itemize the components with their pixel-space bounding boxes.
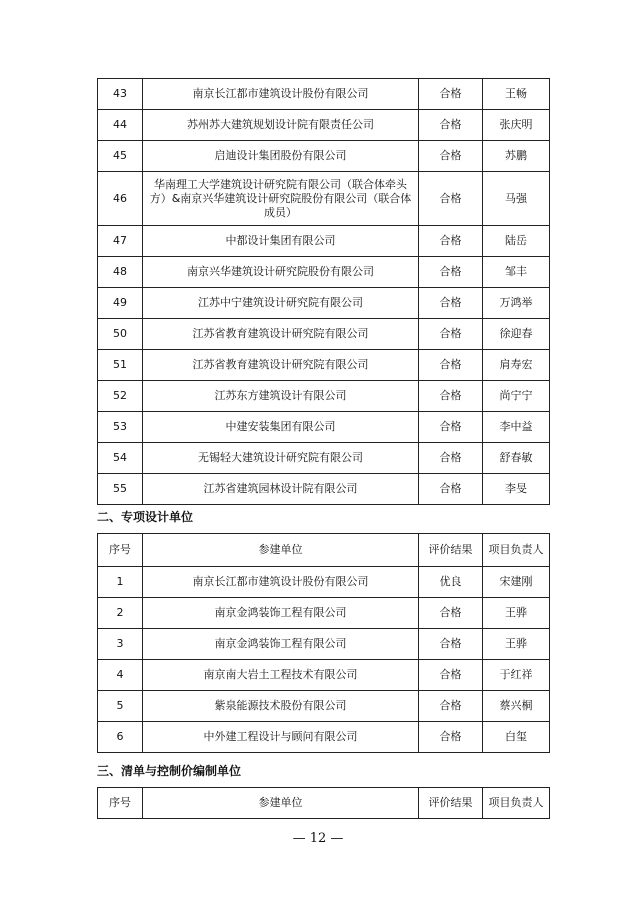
header-lead: 项目负责人: [483, 534, 550, 567]
row-lead: 蔡兴桐: [483, 691, 550, 722]
row-number: 5: [98, 691, 143, 722]
row-unit: 江苏省教育建筑设计研究院有限公司: [143, 319, 419, 350]
row-lead: 宋建刚: [483, 567, 550, 598]
header-result: 评价结果: [419, 534, 483, 567]
special-design-table: [97, 533, 550, 753]
row-lead: 邹丰: [483, 257, 550, 288]
row-lead: 白玺: [483, 722, 550, 753]
row-lead: 李中益: [483, 412, 550, 443]
table-row: [98, 660, 550, 691]
row-unit: 江苏省建筑园林设计院有限公司: [143, 474, 419, 505]
row-unit: 启迪设计集团股份有限公司: [143, 141, 419, 172]
row-unit: 中外建工程设计与顾问有限公司: [143, 722, 419, 753]
row-result: 合格: [419, 722, 483, 753]
row-result: 合格: [419, 381, 483, 412]
table-row: [98, 226, 550, 257]
table-row: [98, 598, 550, 629]
row-result: 合格: [419, 412, 483, 443]
row-result: 合格: [419, 257, 483, 288]
table-row: [98, 288, 550, 319]
table-row: [98, 350, 550, 381]
table-row: [98, 474, 550, 505]
row-number: 54: [98, 443, 143, 474]
row-lead: 王骅: [483, 598, 550, 629]
table-row: [98, 79, 550, 110]
header-unit: 参建单位: [143, 788, 419, 819]
header-result: 评价结果: [419, 788, 483, 819]
table-row: [98, 257, 550, 288]
table-row: [98, 567, 550, 598]
row-lead: 王骅: [483, 629, 550, 660]
row-result: 合格: [419, 598, 483, 629]
row-number: 49: [98, 288, 143, 319]
row-result: 合格: [419, 691, 483, 722]
row-number: 51: [98, 350, 143, 381]
table-row: [98, 172, 550, 226]
row-unit: 南京金鸿装饰工程有限公司: [143, 598, 419, 629]
row-lead: 陆岳: [483, 226, 550, 257]
table-header-row: [98, 788, 550, 819]
table-row: [98, 691, 550, 722]
row-result: 合格: [419, 319, 483, 350]
evaluation-table-body: [98, 79, 550, 505]
table-row: [98, 722, 550, 753]
table-row: [98, 629, 550, 660]
row-lead: 尚宁宁: [483, 381, 550, 412]
row-result: 合格: [419, 79, 483, 110]
row-number: 1: [98, 567, 143, 598]
row-lead: 马强: [483, 172, 550, 226]
row-result: 合格: [419, 474, 483, 505]
row-unit: 南京长江都市建筑设计股份有限公司: [143, 79, 419, 110]
row-lead: 王畅: [483, 79, 550, 110]
row-lead: 万鸿举: [483, 288, 550, 319]
table-row: [98, 319, 550, 350]
row-lead: 李旻: [483, 474, 550, 505]
row-number: 47: [98, 226, 143, 257]
header-lead: 项目负责人: [483, 788, 550, 819]
special-design-table-body: [98, 534, 550, 753]
row-number: 46: [98, 172, 143, 226]
row-result: 合格: [419, 443, 483, 474]
row-lead: 徐迎春: [483, 319, 550, 350]
row-unit: 江苏省教育建筑设计研究院有限公司: [143, 350, 419, 381]
row-lead: 于红祥: [483, 660, 550, 691]
section-title-bill-control-price: 三、清单与控制价编制单位: [97, 764, 242, 778]
row-unit: 南京兴华建筑设计研究院股份有限公司: [143, 257, 419, 288]
row-unit: 苏州苏大建筑规划设计院有限责任公司: [143, 110, 419, 141]
header-no: 序号: [98, 534, 143, 567]
row-unit: 江苏中宁建筑设计研究院有限公司: [143, 288, 419, 319]
row-number: 4: [98, 660, 143, 691]
row-unit: 紫泉能源技术股份有限公司: [143, 691, 419, 722]
table-row: [98, 381, 550, 412]
row-number: 53: [98, 412, 143, 443]
row-lead: 张庆明: [483, 110, 550, 141]
row-result: 合格: [419, 226, 483, 257]
row-unit: 江苏东方建筑设计有限公司: [143, 381, 419, 412]
row-lead: 舒春敏: [483, 443, 550, 474]
row-unit: 中都设计集团有限公司: [143, 226, 419, 257]
row-unit: 南京长江都市建筑设计股份有限公司: [143, 567, 419, 598]
row-number: 52: [98, 381, 143, 412]
row-unit: 南京南大岩土工程技术有限公司: [143, 660, 419, 691]
table-row: [98, 412, 550, 443]
row-number: 44: [98, 110, 143, 141]
row-result: 合格: [419, 288, 483, 319]
section-title-special-design: 二、专项设计单位: [97, 510, 194, 524]
row-number: 50: [98, 319, 143, 350]
header-no: 序号: [98, 788, 143, 819]
row-unit: 华南理工大学建筑设计研究院有限公司（联合体牵头方）&南京兴华建筑设计研究院股份有限公司（联合体成员）: [143, 172, 419, 226]
row-unit: 南京金鸿装饰工程有限公司: [143, 629, 419, 660]
row-result: 合格: [419, 110, 483, 141]
row-lead: 肩寿宏: [483, 350, 550, 381]
evaluation-table-main: [97, 78, 550, 505]
row-result: 合格: [419, 172, 483, 226]
row-result: 合格: [419, 141, 483, 172]
row-result: 合格: [419, 660, 483, 691]
table-row: [98, 141, 550, 172]
bill-control-price-table: [97, 787, 550, 819]
row-unit: 中建安装集团有限公司: [143, 412, 419, 443]
row-result: 合格: [419, 629, 483, 660]
row-number: 43: [98, 79, 143, 110]
header-unit: 参建单位: [143, 534, 419, 567]
row-number: 48: [98, 257, 143, 288]
row-lead: 苏鹏: [483, 141, 550, 172]
table-row: [98, 443, 550, 474]
row-number: 45: [98, 141, 143, 172]
table-row: [98, 110, 550, 141]
row-result: 合格: [419, 350, 483, 381]
row-number: 3: [98, 629, 143, 660]
row-number: 55: [98, 474, 143, 505]
row-result: 优良: [419, 567, 483, 598]
row-number: 2: [98, 598, 143, 629]
table-header-row: [98, 534, 550, 567]
row-number: 6: [98, 722, 143, 753]
row-unit: 无锡轻大建筑设计研究院有限公司: [143, 443, 419, 474]
page-number: — 12 —: [292, 831, 344, 846]
